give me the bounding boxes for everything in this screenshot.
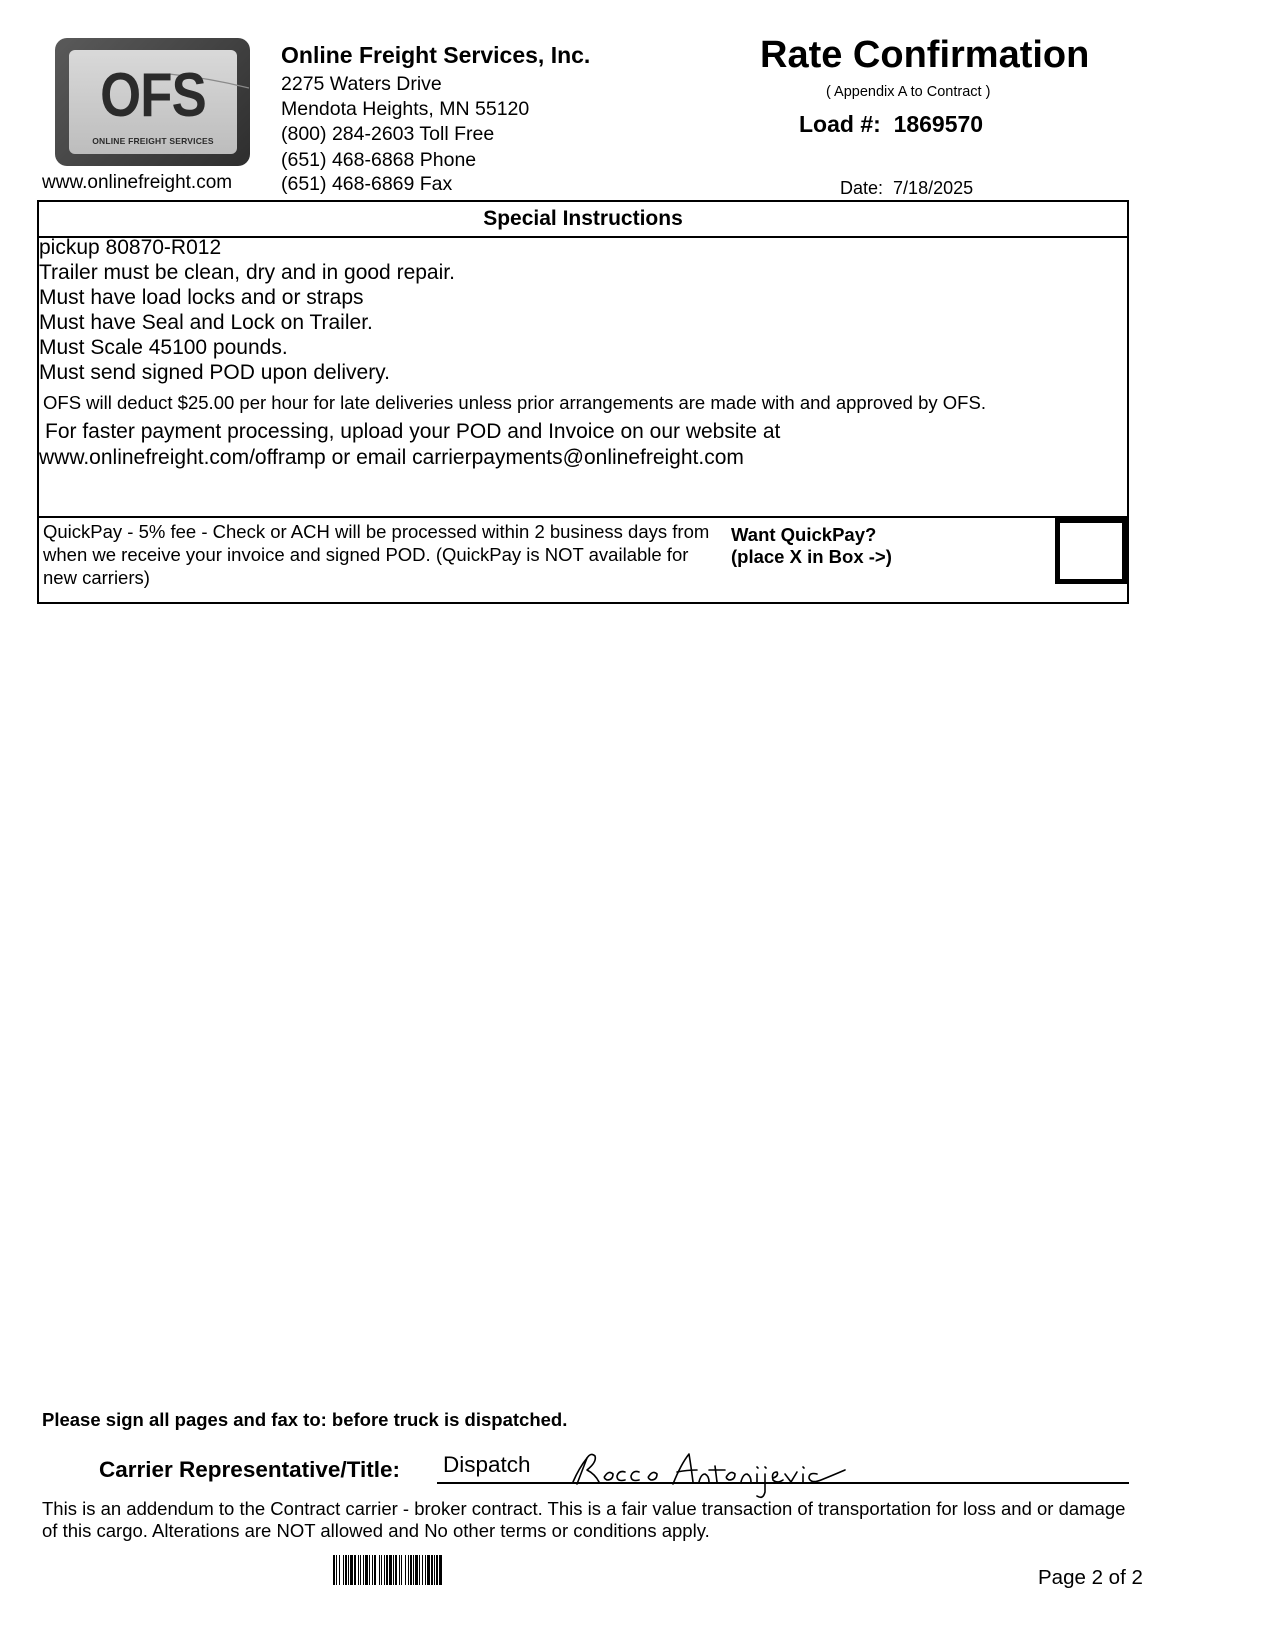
company-logo — [55, 38, 250, 166]
carrier-rep-title-field[interactable]: Dispatch — [443, 1452, 531, 1477]
barcode-bar — [422, 1555, 423, 1585]
barcode-bar — [408, 1555, 409, 1585]
payment-processing-link: www.onlinefreight.com/offramp or email carrierpayments@onlinefreight.com — [39, 446, 744, 469]
company-website: www.onlinefreight.com — [42, 172, 233, 193]
barcode-bar — [419, 1555, 420, 1585]
barcode-bar — [384, 1555, 385, 1585]
barcode-bar — [410, 1555, 412, 1585]
document-title: Rate Confirmation — [760, 34, 1090, 76]
barcode-bar — [360, 1555, 361, 1585]
barcode-bar — [393, 1555, 394, 1585]
barcode-bar — [354, 1555, 356, 1585]
carrier-rep-label: Carrier Representative/Title: — [99, 1457, 400, 1482]
barcode-bar — [350, 1555, 353, 1585]
toll-free-phone: (800) 284-2603 Toll Free — [281, 123, 495, 145]
barcode-bar — [333, 1555, 335, 1585]
quickpay-terms: QuickPay - 5% fee - Check or ACH will be processed within 2 business days from when we receive your invoice and signed POD. (QuickPay is NOT available for new carriers) — [43, 521, 710, 588]
sign-instruction: Please sign all pages and fax to: before truck is dispatched. — [42, 1409, 568, 1430]
load-number: 1869570 — [893, 111, 984, 137]
fax: (651) 468-6869 Fax — [281, 173, 453, 195]
company-name: Online Freight Services, Inc. — [281, 42, 591, 68]
barcode-icon — [333, 1555, 533, 1585]
barcode-bar — [365, 1555, 368, 1585]
logo-plate — [69, 50, 237, 154]
quickpay-prompt — [731, 524, 892, 568]
logo-tagline: ONLINE FREIGHT SERVICES — [92, 136, 214, 146]
barcode-bar — [348, 1555, 349, 1585]
barcode-bar — [434, 1555, 435, 1585]
instruction-line: Must have Seal and Lock on Trailer. — [39, 311, 373, 334]
address-city: Mendota Heights, MN 55120 — [281, 98, 530, 120]
barcode-bar — [395, 1555, 397, 1585]
barcode-bar — [431, 1555, 433, 1585]
barcode-bar — [369, 1555, 370, 1585]
barcode-bar — [413, 1555, 414, 1585]
quickpay-prompt-line-1: Want QuickPay? — [731, 524, 877, 545]
payment-processing-note: For faster payment processing, upload your POD and Invoice on our website at — [45, 420, 781, 443]
barcode-bar — [439, 1555, 442, 1585]
instruction-line: Trailer must be clean, dry and in good repair. — [39, 261, 455, 284]
barcode-bar — [345, 1555, 347, 1585]
instruction-line: Must send signed POD upon delivery. — [39, 361, 390, 384]
barcode-bar — [374, 1555, 376, 1585]
barcode-bar — [425, 1555, 426, 1585]
barcode-bar — [336, 1555, 337, 1585]
phone: (651) 468-6868 Phone — [281, 149, 477, 171]
barcode-bar — [339, 1555, 340, 1585]
load-number-line — [799, 111, 983, 138]
carrier-signature — [565, 1440, 855, 1502]
barcode-bar — [401, 1555, 402, 1585]
logo-letters: OFS — [100, 61, 206, 130]
date-value: 7/18/2025 — [893, 178, 974, 198]
instruction-line: Must Scale 45100 pounds. — [39, 336, 288, 359]
quickpay-divider — [39, 516, 1127, 518]
barcode-bar — [405, 1555, 406, 1585]
barcode-bar — [343, 1555, 344, 1585]
addendum-text: This is an addendum to the Contract carrier - broker contract. This is a fair value transaction of transportation for loss and or damage of this cargo. Alterations are NOT allowed and No other terms or conditions apply. — [42, 1498, 1126, 1541]
instruction-line: Must have load locks and or straps — [39, 286, 364, 309]
late-delivery-penalty: OFS will deduct $25.00 per hour for late deliveries unless prior arrangements are made with and approved by OFS. — [43, 392, 986, 413]
barcode-bar — [363, 1555, 364, 1585]
barcode-bar — [381, 1555, 382, 1585]
quickpay-prompt-line-2: (place X in Box ->) — [731, 546, 892, 567]
barcode-bar — [386, 1555, 388, 1585]
barcode-bar — [399, 1555, 400, 1585]
signature-line — [437, 1482, 1129, 1484]
barcode-bar — [436, 1555, 438, 1585]
special-instructions-box — [37, 200, 1129, 604]
barcode-bar — [415, 1555, 418, 1585]
date-label: Date: — [840, 178, 884, 198]
barcode-bar — [372, 1555, 373, 1585]
document-subtitle: ( Appendix A to Contract ) — [826, 84, 991, 100]
instruction-line: pickup 80870-R012 — [39, 236, 222, 259]
barcode-bar — [358, 1555, 359, 1585]
page-number: Page 2 of 2 — [1038, 1566, 1143, 1589]
date-line — [840, 178, 973, 199]
load-label: Load #: — [799, 111, 881, 137]
address-street: 2275 Waters Drive — [281, 73, 442, 95]
special-instructions-header: Special Instructions — [39, 202, 1127, 238]
barcode-bar — [427, 1555, 430, 1585]
quickpay-checkbox[interactable] — [1055, 518, 1127, 584]
barcode-bar — [379, 1555, 380, 1585]
barcode-bar — [389, 1555, 392, 1585]
